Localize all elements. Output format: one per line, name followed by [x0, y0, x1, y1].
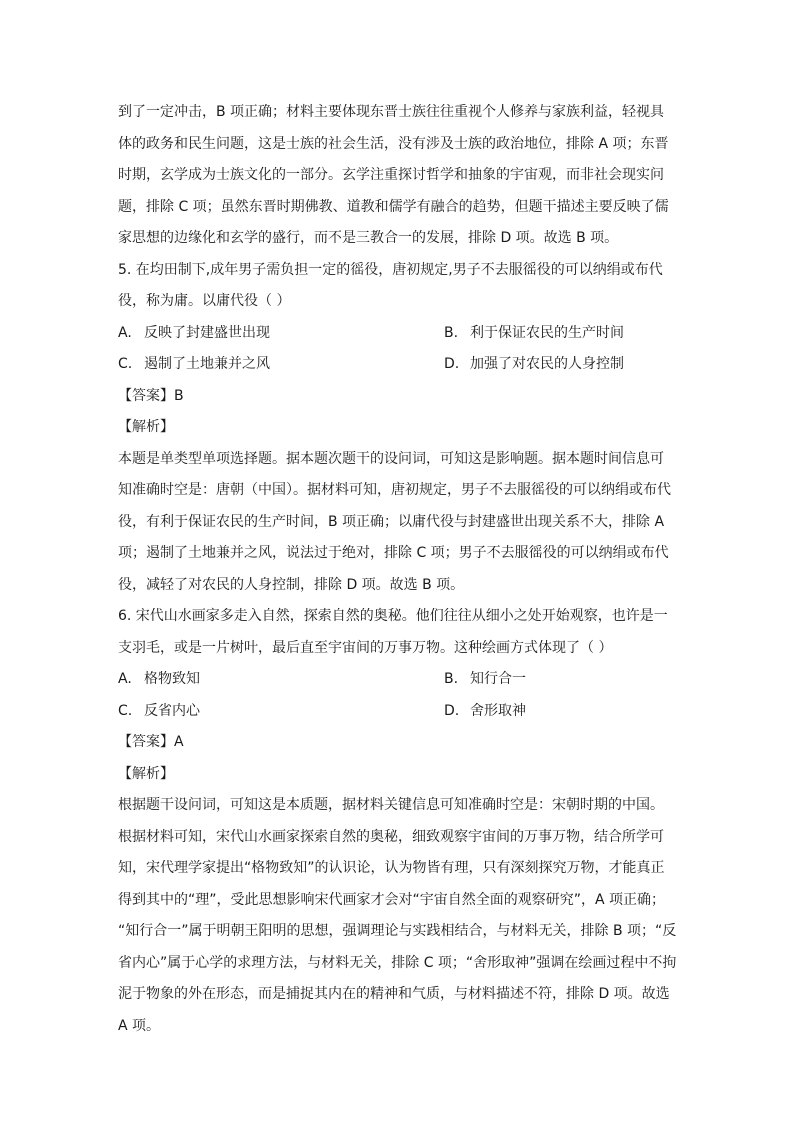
- option-b: [444, 664, 526, 696]
- option-text: 舍形取神: [470, 702, 526, 719]
- question-6: [118, 601, 678, 1042]
- text-line: 根据材料可知，宋代山水画家探索自然的奥秘，细致观察宇宙间的万事万物，结合所学可: [118, 828, 664, 845]
- option-row: [118, 349, 678, 381]
- option-row: [118, 696, 678, 728]
- text-line: 时期，玄学成为士族文化的一部分。玄学注重探讨哲学和抽象的宇宙观，而非社会现实问: [118, 167, 664, 183]
- text-line: “知行合一”属于明朝王阳明的思想，强调理论与实践相结合，与材料无关，排除 B 项；“反: [118, 923, 677, 939]
- text-line: 题，排除 C 项；虽然东晋时期佛教、道教和儒学有融合的趋势，但题干描述主要反映了儒: [118, 198, 669, 215]
- option-b: [444, 318, 624, 350]
- question-stem: 5. 在均田制下,成年男子需负担一定的徭役，唐初规定,男子不去服徭役的可以纳绢或布代: [118, 261, 663, 278]
- document-page: [118, 97, 678, 1042]
- text-line: 省内心”属于心学的求理方法，与材料无关，排除 C 项；“舍形取神”强调在绘画过程中不拘: [118, 954, 677, 971]
- answer-line: 【答案】B: [118, 387, 184, 404]
- option-letter: D.: [444, 702, 460, 719]
- text-line: 体的政务和民生问题，这是士族的社会生活，没有涉及士族的政治地位，排除 A 项；东晋: [118, 135, 669, 152]
- option-d: [444, 349, 624, 381]
- option-text: 遏制了土地兼并之风: [144, 356, 270, 372]
- text-line: 家思想的边缘化和玄学的盛行，而不是三教合一的发展，排除 D 项。故选 B 项。: [118, 230, 619, 246]
- option-letter: B.: [444, 671, 459, 687]
- analysis-paragraph: [118, 790, 678, 1042]
- analysis-paragraph: [118, 444, 678, 602]
- text-line: 泥于物象的外在形态，而是捕捉其内在的精神和气质，与材料描述不符，排除 D 项。故选: [118, 986, 670, 1002]
- option-letter: C.: [118, 702, 133, 719]
- option-a: [118, 664, 200, 696]
- analysis-label: 【解析】: [118, 765, 174, 782]
- option-row: [118, 318, 678, 350]
- option-text: 利于保证农民的生产时间: [470, 324, 624, 341]
- intro-paragraph: [118, 97, 678, 255]
- text-line: 役，减轻了对农民的人身控制，排除 D 项。故选 B 项。: [118, 576, 465, 593]
- option-text: 加强了对农民的人身控制: [470, 356, 624, 372]
- text-line: 根据题干设问词，可知这是本质题，据材料关键信息可知准确时空是：宋朝时期的中国。: [118, 797, 664, 813]
- answer-line: 【答案】A: [118, 734, 184, 750]
- option-d: [444, 696, 526, 728]
- option-letter: C.: [118, 356, 133, 372]
- option-a: [118, 318, 270, 350]
- option-letter: B.: [444, 324, 459, 341]
- option-c: [118, 349, 270, 381]
- question-stem: 支羽毛，或是一片树叶，最后直至宇宙间的万事万物。这种绘画方式体现了（ ）: [118, 639, 613, 656]
- question-stem: 役，称为庸。以庸代役（ ）: [118, 293, 291, 309]
- text-line: A 项。: [118, 1017, 161, 1034]
- question-5: [118, 255, 678, 602]
- text-line: 得到其中的“理”，受此思想影响宋代画家才会对“宇宙自然全面的观察研究”，A 项正确；: [118, 891, 666, 908]
- option-row: [118, 664, 678, 696]
- text-line: 项；遏制了土地兼并之风，说法过于绝对，排除 C 项；男子不去服徭役的可以纳绢或布代: [118, 545, 669, 561]
- text-line: 知准确时空是：唐朝（中国）。据材料可知，唐初规定，男子不去服徭役的可以纳绢或布代: [118, 482, 671, 498]
- option-letter: A.: [118, 671, 132, 687]
- option-text: 格物致知: [144, 671, 200, 687]
- option-c: [118, 696, 200, 728]
- option-letter: A.: [118, 324, 132, 341]
- option-text: 反映了封建盛世出现: [144, 324, 270, 341]
- option-letter: D.: [444, 356, 460, 372]
- question-stem: 6. 宋代山水画家多走入自然，探索自然的奥秘。他们往往从细小之处开始观察，也许是一: [118, 608, 668, 624]
- text-line: 到了一定冲击，B 项正确；材料主要体现东晋士族往往重视个人修养与家族利益，轻视具: [118, 104, 665, 120]
- text-line: 知，宋代理学家提出“格物致知”的认识论，认为物皆有理，只有深刻探究万物，才能真正: [118, 860, 665, 876]
- analysis-label: 【解析】: [118, 419, 174, 435]
- text-line: 本题是单类型单项选择题。据本题次题干的设问词，可知这是影响题。据本题时间信息可: [118, 450, 664, 467]
- option-text: 反省内心: [144, 702, 200, 719]
- option-text: 知行合一: [470, 671, 526, 687]
- text-line: 役，有利于保证农民的生产时间，B 项正确；以庸代役与封建盛世出现关系不大，排除 A: [118, 513, 665, 530]
